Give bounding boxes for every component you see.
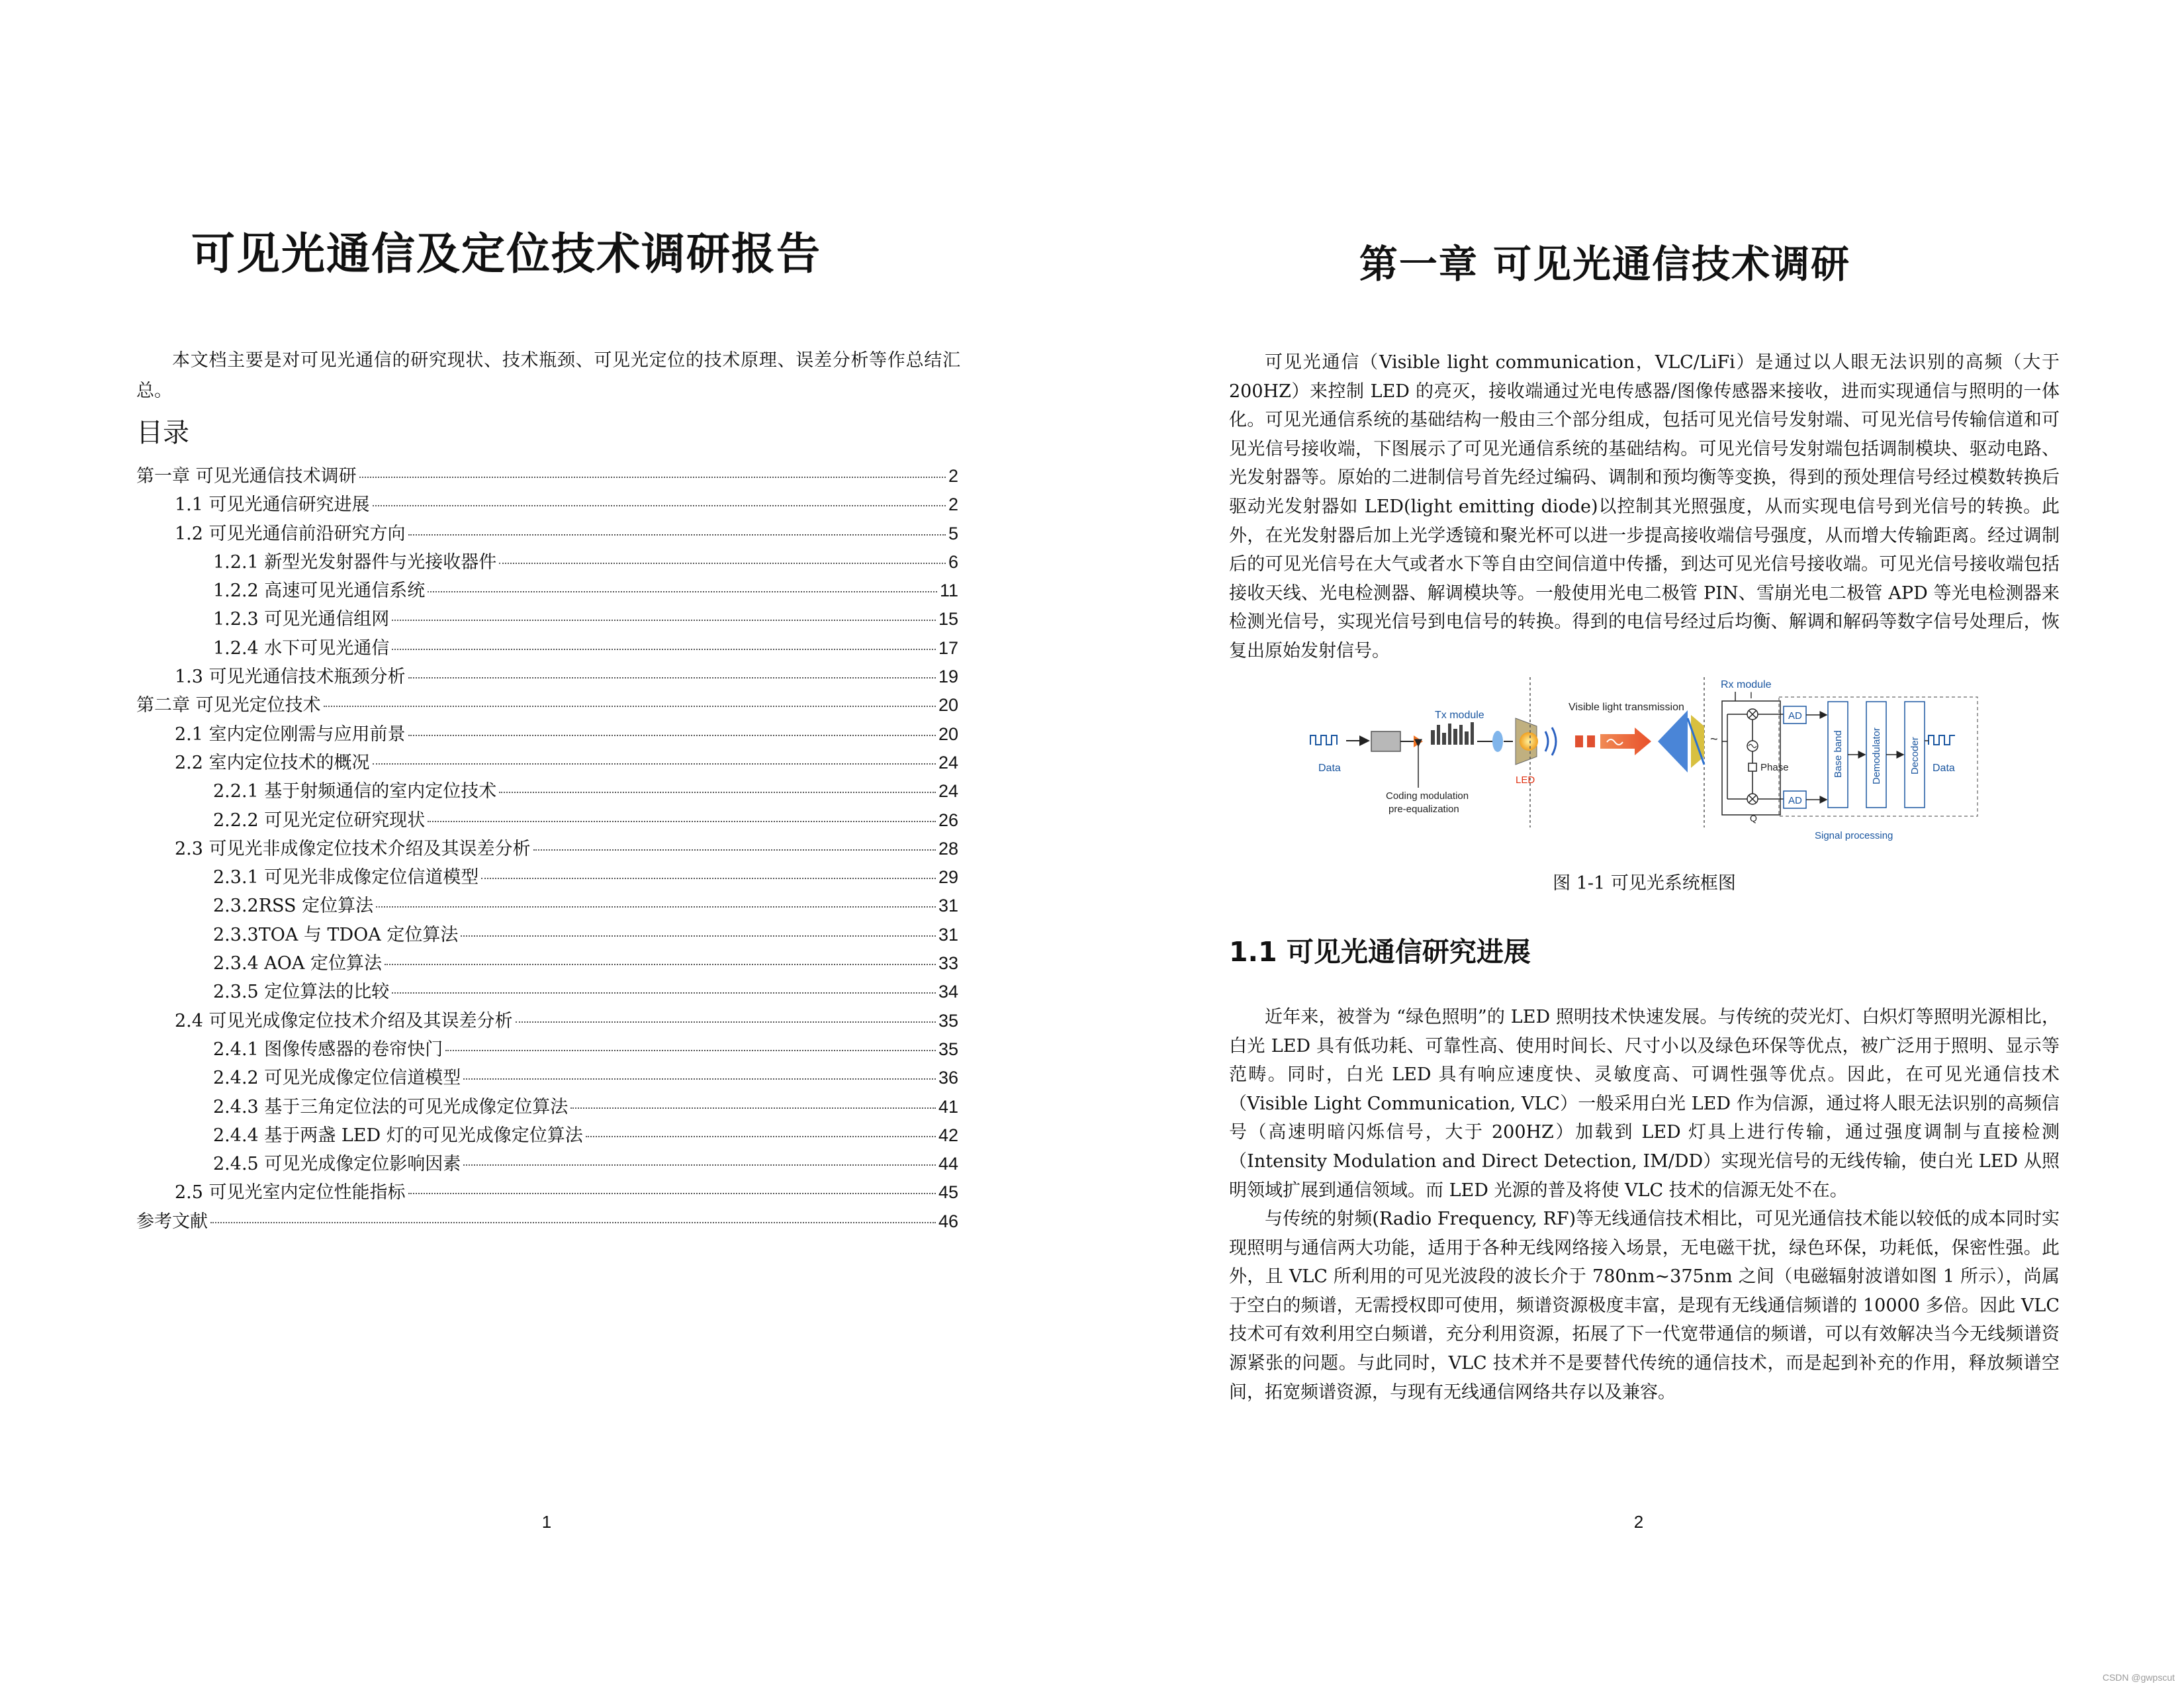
right-page: [1092, 0, 2184, 1688]
toc-leader-dots: [392, 979, 936, 994]
toc-leader-dots: [392, 606, 936, 621]
toc-entry[interactable]: [136, 1035, 958, 1064]
toc-entry-page: 24: [938, 781, 958, 802]
toc-entry[interactable]: [136, 1093, 958, 1121]
toc-entry-label: 2.4.5 可见光成像定位影响因素: [213, 1154, 461, 1175]
toc-leader-dots: [463, 1065, 936, 1080]
toc-entry-page: 35: [938, 1039, 958, 1059]
toc-leader-dots: [210, 1209, 936, 1223]
toc-entry[interactable]: [136, 1007, 958, 1035]
toc-entry-label: 第二章 可见光定位技术: [136, 695, 321, 716]
toc-leader-dots: [463, 1151, 936, 1166]
body-paragraph: 可见光通信（Visible light communication，VLC/LiFi）是通过以人眼无法识别的高频（大于 200HZ）来控制 LED 的亮灭，接收端通过光电传感器/图像传感器来接收，进而实现通信与照明的一体化。可见光通信系统的基础结构一般由三个部分组成，包括可见光信号发射端、可见光信号传输信道和可见光信号接收端，下图展示了可见光通信系统的基础结构。可见光信号发射端包括调制模块、驱动电路、光发射器等。原始的二进制信号首先经过编码、调制和预均衡等变换，得到的预处理信号经过模数转换后驱动光发射器如 LED(light emitting diode)以控制其光照强度，从而实现电信号到光信号的转换。此外，在光发射器后加上光学透镜和聚光杯可以进一步提高接收端信号强度，从而增大传输距离。经过调制后的可见光信号在大气或者水下等自由空间信道中传播，到达可见光信号接收端。可见光信号接收端包括接收天线、光电检测器、解调模块等。一般使用光电二极管 PIN、雪崩光电二极管 APD 等光电检测器来检测光信号，实现光信号到电信号的转换。得到的电信号经过后均衡、解调和解码等数字信号处理后，恢复出原始发射信号。: [1229, 352, 2060, 661]
toc-entry-page: 31: [938, 896, 958, 916]
toc-entry-label: 2.3 可见光非成像定位技术介绍及其误差分析: [175, 838, 531, 859]
toc-entry-label: 2.5 可见光室内定位性能指标: [175, 1182, 406, 1203]
toc-leader-dots: [428, 578, 937, 592]
chapter-title: 第一章 可见光通信技术调研: [1359, 242, 1851, 287]
toc-entry-label: 2.3.2RSS 定位算法: [213, 896, 374, 917]
toc-entry-page: 33: [938, 953, 958, 974]
coding-label-1: Coding modulation: [1386, 790, 1469, 802]
toc-entry[interactable]: [136, 949, 958, 978]
svg-text:AD: AD: [1788, 710, 1802, 722]
svg-text:Q: Q: [1750, 813, 1757, 823]
body-paragraph: 近年来，被誉为 “绿色照明”的 LED 照明技术快速发展。与传统的荧光灯、白炽灯等照明光源相比，白光 LED 具有低功耗、可靠性高、使用时间长、尺寸小以及绿色环保等优点，被广泛用于照明、显示等范畴。同时，白光 LED 具有响应速度快、灵敏度高、可调性强等优点。因此，在可见光通信技术（Visible Light Communication, VLC）一般采用白光 LED 作为信源，通过将人眼无法识别的高频信号（高速明暗闪烁信号，大于 200HZ）加载到 LED 灯具上进行传输，通过强度调制与直接检测（Intensity Modulation and Direct Detection, IM/DD）实现光信号的无线传输，使白光 LED 从照明领域扩展到通信领域。而 LED 光源的普及将使 VLC 技术的信源无处不在。: [1229, 1007, 2060, 1201]
input-waveform: [1310, 735, 1337, 745]
document-title: 可见光通信及定位技术调研报告: [191, 228, 821, 279]
figure-caption: 图 1-1 可见光系统框图: [1553, 873, 1736, 894]
toc-leader-dots: [376, 893, 936, 908]
toc-entry[interactable]: [136, 978, 958, 1006]
rx-lens: [1658, 710, 1688, 773]
svg-text:Phase: Phase: [1760, 762, 1789, 773]
toc-entry[interactable]: [136, 691, 958, 720]
toc-entry-page: 31: [938, 924, 958, 945]
intro-paragraph: 本文档主要是对可见光通信的研究现状、技术瓶颈、可见光定位的技术原理、误差分析等作总结汇总。: [136, 350, 960, 401]
data-out-label: Data: [1933, 763, 1955, 774]
toc-entry[interactable]: [136, 835, 958, 863]
toc-entry-label: 2.3.4 AOA 定位算法: [213, 953, 382, 974]
toc-entry-label: 2.1 室内定位刚需与应用前景: [175, 724, 406, 745]
toc-entry-label: 1.2 可见光通信前沿研究方向: [175, 523, 406, 544]
toc-entry-page: 6: [948, 551, 958, 572]
toc-entry[interactable]: [136, 634, 958, 663]
toc-entry-page: 36: [938, 1068, 958, 1088]
toc-entry-page: 20: [938, 724, 958, 744]
section-title: 1.1 可见光通信研究进展: [1229, 936, 1531, 968]
toc-entry-page: 20: [938, 695, 958, 716]
toc-entry-label: 参考文献: [136, 1211, 208, 1232]
tx-signal-bars: [1431, 722, 1474, 745]
toc-entry-label: 2.3.5 定位算法的比较: [213, 982, 390, 1003]
toc-entry-page: 17: [938, 637, 958, 658]
toc-entry[interactable]: [136, 1150, 958, 1178]
toc-leader-dots: [408, 664, 936, 679]
toc-entry-page: 2: [948, 494, 958, 515]
toc-entry-label: 2.4.4 基于两盏 LED 灯的可见光成像定位算法: [213, 1125, 583, 1146]
toc-entry-label: 第一章 可见光通信技术调研: [136, 466, 357, 487]
toc-entry-label: 1.3 可见光通信技术瓶颈分析: [175, 667, 406, 688]
toc-entry[interactable]: [136, 520, 958, 548]
svg-text:~: ~: [1710, 732, 1718, 747]
toc-entry[interactable]: [136, 749, 958, 777]
vlc-system-diagram: [1291, 672, 1992, 864]
page-number: 2: [1633, 1512, 1644, 1532]
toc-entry-label: 1.2.4 水下可见光通信: [213, 637, 390, 659]
toc-entry-page: 46: [938, 1211, 958, 1231]
toc-leader-dots: [481, 865, 936, 879]
toc-entry-label: 2.4.2 可见光成像定位信道模型: [213, 1068, 461, 1089]
toc-entry[interactable]: [136, 892, 958, 920]
svg-text:Base band: Base band: [1833, 730, 1844, 778]
toc-entry-page: 15: [938, 609, 958, 630]
toc-entry[interactable]: [136, 491, 958, 519]
toc-leader-dots: [499, 549, 946, 564]
toc-entry-page: 35: [938, 1010, 958, 1031]
coding-block: [1371, 731, 1400, 751]
toc-leader-dots: [359, 463, 946, 478]
tx-module-label: Tx module: [1435, 710, 1484, 721]
toc-entry[interactable]: [136, 1064, 958, 1092]
toc-leader-dots: [408, 722, 936, 736]
toc-leader-dots: [428, 808, 936, 822]
toc-heading: 目录: [136, 418, 189, 448]
toc-leader-dots: [461, 922, 936, 937]
phase-shifter: [1749, 763, 1756, 771]
toc-leader-dots: [445, 1037, 936, 1051]
toc-leader-dots: [533, 836, 936, 851]
toc-entry[interactable]: [136, 921, 958, 949]
toc-entry-label: 2.2.2 可见光定位研究现状: [213, 810, 426, 831]
toc-entry-page: 11: [939, 581, 958, 601]
page-number: 1: [541, 1512, 552, 1532]
toc-entry-page: 42: [938, 1125, 958, 1145]
coding-label-2: pre-equalization: [1388, 804, 1459, 815]
watermark: CSDN @gwpscut: [2102, 1672, 2175, 1683]
toc-entry-page: 24: [938, 752, 958, 773]
toc-leader-dots: [516, 1008, 936, 1023]
toc-entry-page: 45: [938, 1182, 958, 1203]
toc-entry[interactable]: [136, 663, 958, 691]
toc-entry-label: 1.2.2 高速可见光通信系统: [213, 581, 426, 602]
svg-text:Demodulator: Demodulator: [1871, 727, 1882, 784]
toc-entry-label: 2.3.3TOA 与 TDOA 定位算法: [213, 924, 459, 945]
toc-leader-dots: [570, 1094, 936, 1109]
toc-entry-label: 2.4.3 基于三角定位法的可见光成像定位算法: [213, 1096, 569, 1117]
toc-entry-page: 2: [948, 466, 958, 486]
svg-text:AD: AD: [1788, 795, 1802, 806]
toc-entry-label: 2.4 可见光成像定位技术介绍及其误差分析: [175, 1010, 513, 1031]
toc-entry-page: 28: [938, 838, 958, 859]
toc-entry-label: 2.3.1 可见光非成像定位信道模型: [213, 867, 479, 888]
driver-triangle: [1414, 735, 1423, 747]
led-icon: [1520, 732, 1538, 751]
toc-entry-page: 34: [938, 982, 958, 1002]
toc-entry[interactable]: [136, 806, 958, 835]
toc-leader-dots: [408, 521, 946, 536]
toc-entry-label: 1.2.3 可见光通信组网: [213, 609, 390, 630]
toc-entry[interactable]: [136, 462, 958, 491]
toc-leader-dots: [373, 750, 936, 765]
toc-leader-dots: [586, 1123, 936, 1137]
toc-entry[interactable]: [136, 548, 958, 577]
toc-entry[interactable]: [136, 1178, 958, 1207]
toc-entry-label: 1.1 可见光通信研究进展: [175, 494, 370, 516]
toc-entry-label: 2.2.1 基于射频通信的室内定位技术: [213, 781, 497, 802]
table-of-contents: [136, 462, 958, 1236]
svg-text:I: I: [1750, 690, 1752, 700]
toc-leader-dots: [324, 692, 936, 707]
tx-lens: [1492, 731, 1503, 752]
toc-entry[interactable]: [136, 720, 958, 749]
transmission-label: Visible light transmission: [1569, 702, 1684, 713]
toc-entry-page: 26: [938, 810, 958, 830]
toc-entry[interactable]: [136, 577, 958, 605]
data-in-label: Data: [1318, 763, 1341, 774]
diagram-svg: [1291, 672, 1992, 864]
signal-processing-label: Signal processing: [1815, 830, 1893, 841]
output-waveform: [1929, 735, 1955, 745]
toc-leader-dots: [385, 951, 936, 965]
toc-leader-dots: [408, 1180, 936, 1194]
toc-entry-label: 1.2.1 新型光发射器件与光接收器件: [213, 551, 497, 573]
toc-entry[interactable]: [136, 863, 958, 892]
toc-leader-dots: [392, 635, 936, 650]
toc-entry-label: 2.2 室内定位技术的概况: [175, 752, 370, 773]
rx-module-label: Rx module: [1721, 679, 1772, 690]
toc-leader-dots: [499, 778, 936, 793]
toc-entry-page: 19: [938, 667, 958, 687]
toc-entry-page: 29: [938, 867, 958, 888]
led-label: LED: [1516, 774, 1535, 786]
toc-entry-page: 5: [948, 523, 958, 543]
toc-entry[interactable]: [136, 1121, 958, 1150]
toc-leader-dots: [373, 492, 946, 506]
toc-entry[interactable]: [136, 777, 958, 806]
toc-entry-label: 2.4.1 图像传感器的卷帘快门: [213, 1039, 443, 1060]
toc-entry-page: 44: [938, 1154, 958, 1174]
toc-entry-page: 41: [938, 1096, 958, 1117]
toc-entry[interactable]: [136, 605, 958, 633]
svg-text:Decoder: Decoder: [1909, 737, 1921, 774]
toc-entry[interactable]: [136, 1207, 958, 1236]
body-paragraph: 与传统的射频(Radio Frequency, RF)等无线通信技术相比，可见光通信技术能以较低的成本同时实现照明与通信两大功能，适用于各种无线网络接入场景，无电磁干扰，绿色环保，功耗低，保密性强。此外，且 VLC 所利用的可见光波段的波长介于 780nm~375nm 之间（电磁辐射波谱如图 1 所示），尚属于空白的频谱，无需授权即可使用，频谱资源极度丰富，是现有无线通信频谱的 10000 多倍。因此 VLC 技术可有效利用空白频谱，充分利用资源，拓展了下一代宽带通信的频谱，可以有效解决当今无线频谱资源紧张的问题。与此同时，VLC 技术并不是要替代传统的通信技术，而是起到补充的作用，释放频谱空间，拓宽频谱资源，与现有无线通信网络共存以及兼容。: [1229, 1209, 2060, 1403]
